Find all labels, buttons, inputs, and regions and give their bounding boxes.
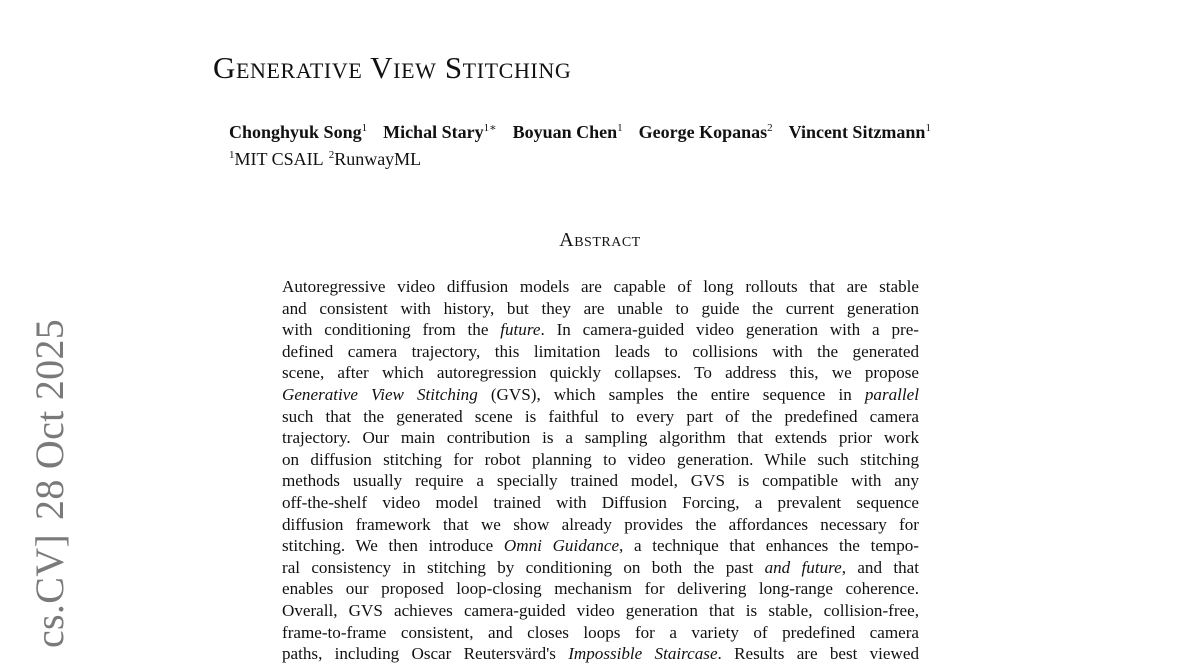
arxiv-sidebar-stamp [0, 0, 100, 648]
abstract-text: . Results are best viewed [717, 644, 919, 664]
author-list [229, 122, 931, 144]
author-name [513, 122, 623, 142]
abstract-line [282, 341, 919, 363]
abstract-line [282, 600, 919, 622]
abstract-text: paths, including Oscar Reutersvärd's [282, 644, 569, 664]
arxiv-date: 28 Oct 2025 [27, 318, 72, 520]
author-name-text: George Kopanas [638, 122, 768, 142]
abstract-line [282, 298, 919, 320]
abstract-line [282, 622, 919, 644]
author-name [789, 122, 931, 142]
affiliation-name: RunwayML [334, 149, 422, 169]
abstract-text: diffusion framework that we show already provides the affordances necessary for [282, 514, 919, 534]
paper-title: Generative View Stitching [213, 50, 572, 85]
abstract-text: on diffusion stitching for robot planning to video generation. While such stitching [282, 449, 919, 469]
abstract-line [282, 406, 919, 428]
abstract-line [282, 276, 919, 298]
abstract-text: and consistent with history, but they are unable to guide the current generation [282, 298, 919, 318]
abstract-text: such that the generated scene is faithful to every part of the predefined camera [282, 406, 919, 426]
abstract-heading: Abstract [559, 229, 641, 251]
abstract-line [282, 578, 919, 600]
abstract-emphasis: Generative View Stitching [282, 384, 478, 404]
author-name-text: Boyuan Chen [512, 122, 618, 142]
abstract-line [282, 643, 919, 665]
abstract-text: scene, after which autoregression quickly collapses. To address this, we propose [282, 363, 919, 383]
affiliation-mark: 1 [229, 149, 235, 161]
abstract-line [282, 492, 919, 514]
abstract-text: Autoregressive video diffusion models are capable of long rollouts that are stable [282, 277, 919, 296]
abstract-line [282, 362, 919, 384]
abstract-line [282, 449, 919, 471]
abstract-text: frame-to-frame consistent, and closes loops for a variety of predefined camera [282, 622, 919, 642]
abstract-body [282, 276, 919, 665]
author-name [383, 122, 496, 142]
abstract-text: ral consistency in stitching by conditioning on both the past [282, 557, 765, 577]
abstract-emphasis: future [500, 320, 541, 340]
abstract-text: , a technique that enhances the tempo- [619, 536, 919, 556]
author-affiliation-mark: 1 [361, 122, 368, 134]
abstract-emphasis: Omni Guidance [503, 536, 620, 556]
abstract-text: , and that [841, 557, 919, 577]
abstract-text: . In camera-guided video generation with a pre- [540, 320, 919, 340]
abstract-line [282, 535, 919, 557]
abstract-line [282, 384, 919, 406]
author-name [229, 122, 367, 142]
abstract-text: trajectory. Our main contribution is a sampling algorithm that extends prior work [282, 428, 919, 448]
author-name-text: Vincent Sitzmann [788, 122, 926, 142]
arxiv-stamp-text [27, 318, 72, 648]
abstract-text: (GVS), which samples the entire sequence in [477, 384, 865, 404]
abstract-text: methods usually require a specially trained model, GVS is compatible with any [282, 471, 919, 491]
abstract-text: with conditioning from the [282, 320, 501, 340]
affiliation [229, 149, 324, 169]
author-affiliation-mark: 1∗ [483, 122, 497, 134]
author-affiliation-mark: 1 [617, 122, 623, 134]
abstract-line [282, 427, 919, 449]
arxiv-category: cs.CV] [27, 533, 72, 648]
author-name-text: Chonghyuk Song [229, 122, 362, 142]
affiliation [329, 149, 422, 169]
author-affiliation-mark: 2 [767, 122, 773, 134]
author-name-text: Michal Stary [383, 122, 484, 142]
abstract-emphasis: parallel [864, 384, 919, 404]
abstract-line [282, 557, 919, 579]
affiliation-name: MIT CSAIL [234, 149, 324, 169]
abstract-line [282, 319, 919, 341]
abstract-emphasis: and future [764, 557, 842, 577]
abstract-text: off-the-shelf video model trained with Diffusion Forcing, a prevalent sequence [282, 492, 919, 512]
abstract-text: Overall, GVS achieves camera-guided video generation that is stable, collision-free, [282, 600, 919, 620]
abstract-emphasis: Impossible Staircase [568, 644, 718, 664]
abstract-line [282, 470, 919, 492]
affiliation-list [229, 149, 421, 171]
abstract-text: enables our proposed loop-closing mechanism for delivering long-range coherence. [282, 579, 919, 599]
abstract-line [282, 514, 919, 536]
affiliation-mark: 2 [328, 149, 335, 161]
abstract-text: defined camera trajectory, this limitation leads to collisions with the generated [282, 341, 919, 361]
author-name [639, 122, 773, 142]
abstract-text: stitching. We then introduce [282, 536, 504, 556]
author-affiliation-mark: 1 [925, 122, 931, 134]
